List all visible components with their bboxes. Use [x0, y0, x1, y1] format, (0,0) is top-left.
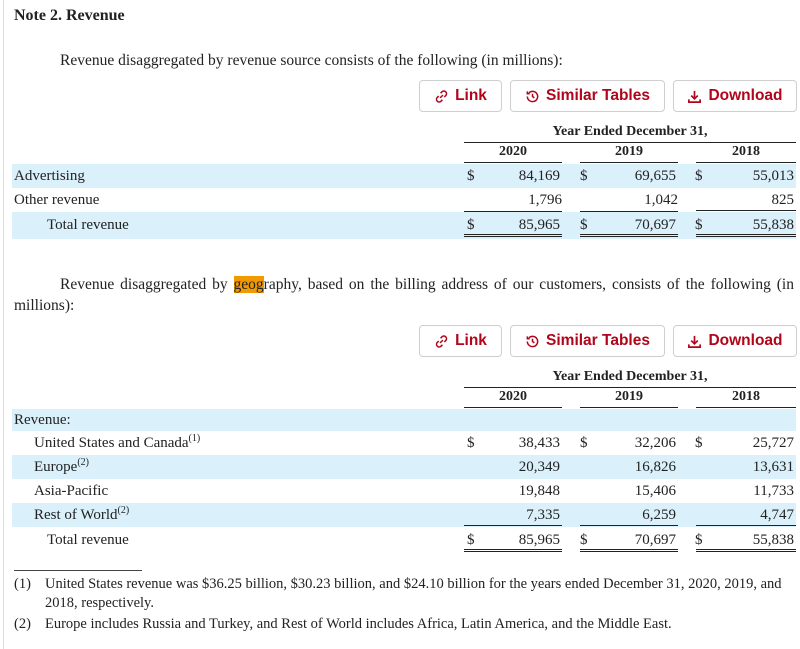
history-icon [525, 89, 540, 104]
section-label: Revenue: [14, 412, 71, 428]
table-row-total-revenue [12, 527, 796, 554]
download-button[interactable] [673, 80, 797, 112]
value-2018: 13,631 [752, 459, 794, 475]
download-label: Download [708, 332, 783, 349]
value-2018: 55,838 [752, 532, 794, 548]
footnote-text: Europe includes Russia and Turkey, and Rest of World includes Africa, Latin America, and the Middle East. [45, 616, 672, 632]
similar-tables-button[interactable] [510, 80, 665, 112]
row-label: Asia-Pacific [34, 483, 109, 499]
value-2020: 84,169 [518, 168, 560, 184]
download-button[interactable] [673, 325, 797, 357]
footnote-2 [14, 615, 798, 634]
value-2020: 20,349 [518, 459, 560, 475]
table-toolbar [419, 80, 797, 112]
value-2018: 55,013 [752, 168, 794, 184]
link-label: Link [455, 87, 487, 104]
value-2020: 7,335 [464, 503, 562, 526]
table-row-total-revenue [12, 212, 796, 239]
paragraph-text-before: Revenue disaggregated by [60, 276, 234, 293]
value-2018: 25,727 [752, 435, 794, 451]
footnote-number: (1) [14, 576, 31, 592]
link-label: Link [455, 332, 487, 349]
footnote-text: United States revenue was $36.25 billion, $30.23 billion, and $24.10 billion for the years ended December 31, 2020, 2019, and 2018, respectively. [45, 576, 782, 611]
dollar-sign: $ [467, 217, 475, 233]
similar-tables-label: Similar Tables [546, 87, 650, 104]
row-label: Total revenue [47, 532, 129, 548]
value-2019: 32,206 [634, 435, 676, 451]
footnote-number: (2) [14, 616, 31, 632]
row-label: Advertising [14, 168, 85, 184]
paragraph-revenue-geography [14, 274, 794, 316]
table-toolbar [419, 325, 797, 357]
value-2019: 70,697 [634, 532, 676, 548]
value-2020: 85,965 [518, 532, 560, 548]
year-header-2019: 2019 [580, 142, 678, 163]
dollar-sign: $ [580, 217, 588, 233]
year-header-2018: 2018 [696, 387, 796, 408]
dollar-sign: $ [695, 168, 703, 184]
dollar-sign: $ [467, 168, 475, 184]
value-2019: 69,655 [634, 168, 676, 184]
value-2020: 38,433 [518, 435, 560, 451]
dollar-sign: $ [467, 435, 475, 451]
download-label: Download [708, 87, 783, 104]
row-label [34, 503, 129, 527]
row-label-text: Rest of World [34, 507, 118, 523]
year-header-2020: 2020 [464, 142, 562, 163]
note-title: Note 2. Revenue [14, 7, 125, 24]
value-2018: 4,747 [696, 503, 796, 526]
year-header-2018: 2018 [696, 142, 796, 163]
footnote-ref: (2) [77, 457, 89, 468]
revenue-source-table [12, 122, 796, 239]
value-2020: 1,796 [464, 188, 562, 212]
year-header-2020: 2020 [464, 387, 562, 408]
download-icon [687, 334, 702, 349]
value-2020: 19,848 [518, 483, 560, 499]
row-label [34, 455, 89, 479]
value-2018: 55,838 [752, 217, 794, 233]
table-row-other-revenue [12, 188, 796, 212]
dollar-sign: $ [580, 168, 588, 184]
row-label-text: United States and Canada [34, 435, 189, 451]
value-2018: 825 [696, 188, 796, 211]
download-icon [687, 89, 702, 104]
dollar-sign: $ [467, 532, 475, 548]
table-row-rest-of-world [12, 503, 796, 527]
row-label [34, 431, 200, 455]
history-icon [525, 334, 540, 349]
table-row-section [12, 409, 796, 431]
table-row-europe [12, 455, 796, 479]
footnote-divider [14, 570, 142, 571]
table-row-advertising [12, 164, 796, 188]
value-2018: 11,733 [753, 483, 794, 499]
dollar-sign: $ [695, 217, 703, 233]
link-button[interactable] [419, 80, 502, 112]
value-2019: 15,406 [634, 483, 676, 499]
paragraph-text-after: raphy, based on the billing address of our customers, consists of the following (in millions): [14, 276, 794, 314]
table-row-us-canada [12, 431, 796, 455]
paragraph-text: Revenue disaggregated by revenue source consists of the following (in millions): [60, 52, 563, 69]
year-span-header: Year Ended December 31, [464, 367, 796, 388]
link-icon [434, 89, 449, 104]
year-span-header: Year Ended December 31, [464, 122, 796, 143]
year-header-2019: 2019 [580, 387, 678, 408]
search-highlight: geog [233, 276, 264, 293]
value-2020: 85,965 [518, 217, 560, 233]
footnote-ref: (1) [188, 433, 201, 444]
footnote-1 [14, 575, 798, 613]
link-button[interactable] [419, 325, 502, 357]
revenue-geography-table [12, 367, 796, 554]
dollar-sign: $ [695, 532, 703, 548]
similar-tables-button[interactable] [510, 325, 665, 357]
similar-tables-label: Similar Tables [546, 332, 650, 349]
table-row-asia-pacific [12, 479, 796, 503]
value-2019: 1,042 [580, 188, 678, 212]
value-2019: 70,697 [634, 217, 676, 233]
dollar-sign: $ [695, 435, 703, 451]
dollar-sign: $ [580, 532, 588, 548]
row-label: Total revenue [47, 217, 129, 233]
value-2019: 16,826 [634, 459, 676, 475]
link-icon [434, 334, 449, 349]
row-label: Other revenue [14, 192, 100, 208]
row-label-text: Europe [34, 459, 78, 475]
dollar-sign: $ [580, 435, 588, 451]
left-border [3, 0, 4, 649]
paragraph-revenue-source [14, 50, 794, 71]
footnote-ref: (2) [117, 505, 130, 516]
value-2019: 6,259 [580, 503, 678, 526]
